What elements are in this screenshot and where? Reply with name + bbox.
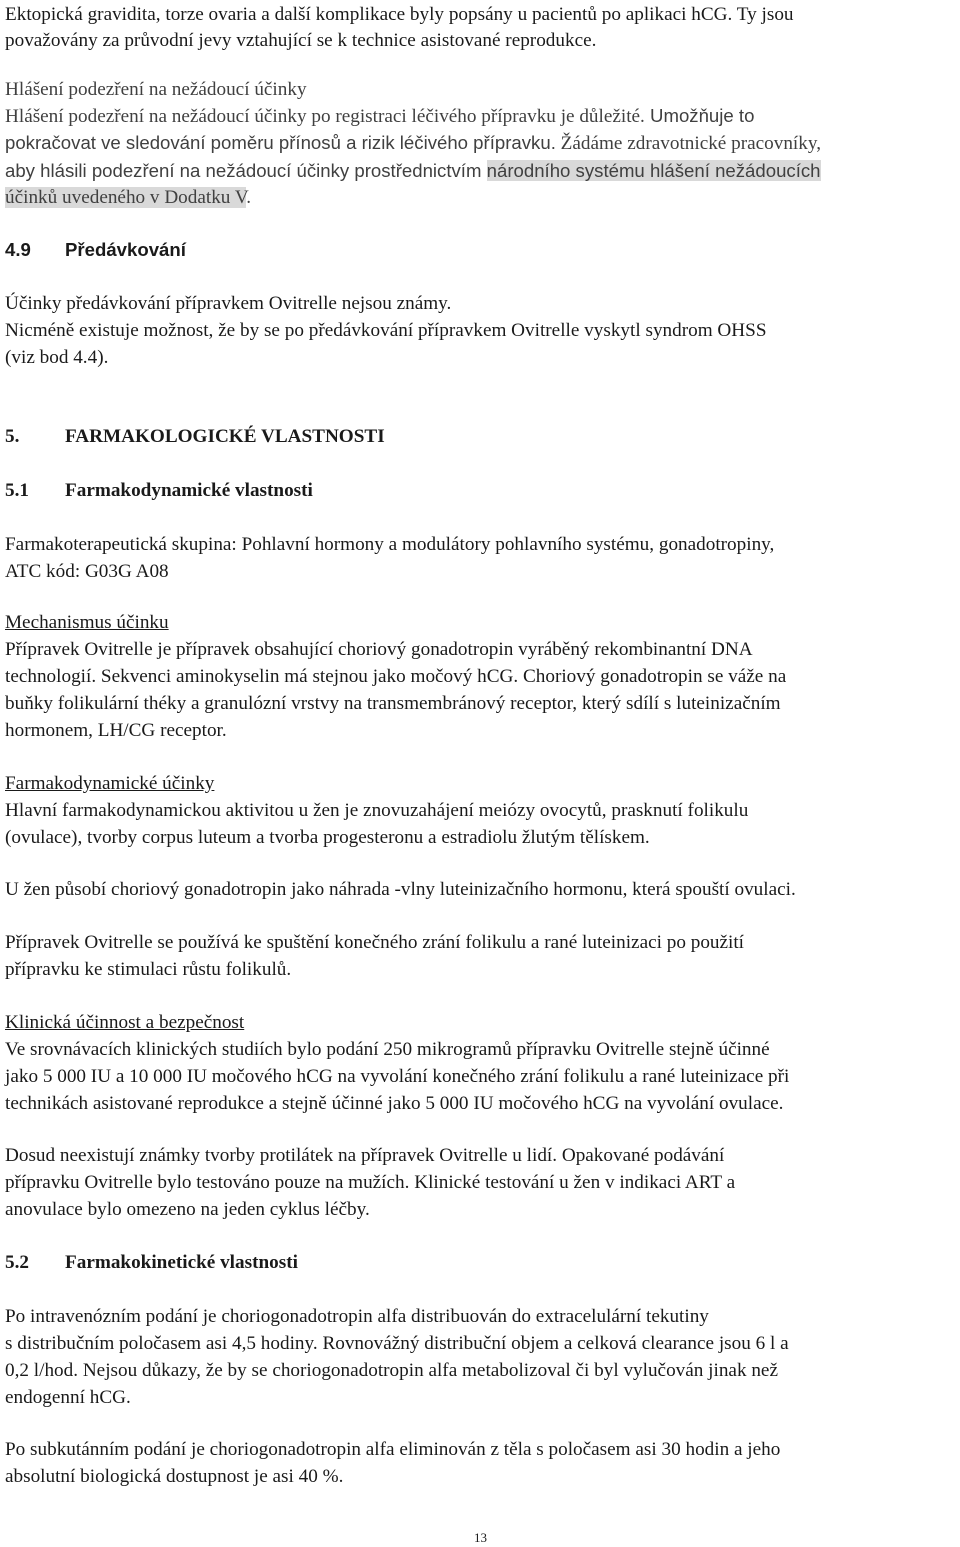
- overdose-line: (viz bod 4.4).: [5, 347, 109, 368]
- atc-code: ATC kód: G03G A08: [5, 561, 169, 582]
- clinical-efficacy-line: Ve srovnávacích klinických studiích bylo podání 250 mikrogramů přípravku Ovitrelle stejně účinné: [5, 1039, 770, 1060]
- clinical-efficacy-line: technikách asistované reprodukce a stejně účinné jako 5 000 IU močového hCG na vyvolání ovulace.: [5, 1093, 784, 1114]
- pharmacokinetic-line: Po intravenózním podání je choriogonadotropin alfa distribuován do extracelulární tekutiny: [5, 1306, 709, 1327]
- pharmacodynamic-line: U žen působí choriový gonadotropin jako náhrada -vlny luteinizačního hormonu, která spouští ovulaci.: [5, 879, 796, 900]
- section-title: Farmakokinetické vlastnosti: [65, 1252, 298, 1273]
- adverse-line: [5, 130, 821, 158]
- mechanism-line: buňky folikulární théky a granulózní vrstvy na transmembránový receptor, který sdílí s luteinizačním: [5, 693, 781, 714]
- overdose-line: Účinky předávkování přípravkem Ovitrelle nejsou známy.: [5, 293, 452, 314]
- intro-line: Ektopická gravidita, torze ovaria a další komplikace byly popsány u pacientů po aplikaci hCG. Ty jsou: [5, 4, 794, 25]
- adverse-text-sans: aby hlásili podezření na nežádoucí účinky prostřednictvím: [5, 160, 487, 181]
- section-title: Předávkování: [65, 239, 186, 260]
- section-title: FARMAKOLOGICKÉ VLASTNOSTI: [65, 426, 385, 447]
- mechanism-line: Přípravek Ovitrelle je přípravek obsahující choriový gonadotropin vyráběný rekombinantní DNA: [5, 639, 753, 660]
- national-system-link[interactable]: národního systému hlášení nežádoucích: [486, 160, 821, 181]
- pharmacodynamic-line: Přípravek Ovitrelle se používá ke spuštění konečného zrání folikulu a rané luteinizaci po použití: [5, 932, 745, 953]
- intro-line: považovány za průvodní jevy vztahující se k technice asistované reprodukce.: [5, 30, 597, 51]
- section-title: Farmakodynamické vlastnosti: [65, 480, 313, 501]
- clinical-efficacy-line: přípravku Ovitrelle bylo testováno pouze na mužích. Klinické testování u žen v indikaci ART a: [5, 1172, 736, 1193]
- pharmacodynamic-line: přípravku ke stimulaci růstu folikulů.: [5, 959, 292, 980]
- mechanism-heading: Mechanismus účinku: [5, 612, 169, 633]
- overdose-line: Nicméně existuje možnost, že by se po předávkování přípravkem Ovitrelle vyskytl syndrom OHSS: [5, 320, 767, 341]
- section-4-9-heading: [5, 237, 186, 264]
- adverse-text: Žádáme zdravotnické pracovníky,: [555, 133, 821, 154]
- page-number: 13: [474, 1530, 487, 1545]
- section-number: 5.2: [5, 1252, 29, 1273]
- section-number: 5.1: [5, 480, 29, 501]
- pharmacodynamic-line: (ovulace), tvorby corpus luteum a tvorba progesteronu a estradiolu žlutým tělískem.: [5, 827, 650, 848]
- adverse-heading: Hlášení podezření na nežádoucí účinky: [5, 79, 307, 100]
- pharmacodynamic-heading: Farmakodynamické účinky: [5, 773, 215, 794]
- adverse-line: [5, 103, 754, 131]
- adverse-text-sans: pokračovat ve sledování poměru přínosů a rizik léčivého přípravku.: [5, 132, 556, 153]
- section-5-1-heading: [5, 478, 313, 505]
- pharmacokinetic-line: Po subkutánním podání je choriogonadotropin alfa eliminován z těla s poločasem asi 30 hodin a jeho: [5, 1439, 781, 1460]
- pharmacokinetic-line: s distribučním poločasem asi 4,5 hodiny. Rovnovážný distribuční objem a celková clearance jsou 6 l a: [5, 1333, 789, 1354]
- section-5-heading: [5, 424, 385, 451]
- clinical-efficacy-line: Dosud neexistují známky tvorby protilátek na přípravek Ovitrelle u lidí. Opakované podávání: [5, 1145, 725, 1166]
- mechanism-line: technologií. Sekvenci aminokyselin má stejnou jako močový hCG. Choriový gonadotropin se váže na: [5, 666, 787, 687]
- appendix-v-link[interactable]: účinků uvedeného v Dodatku V: [5, 187, 247, 208]
- clinical-efficacy-line: jako 5 000 IU a 10 000 IU močového hCG na vyvolání konečného zrání folikulu a rané luteinizace při: [5, 1066, 790, 1087]
- adverse-line: [5, 185, 251, 212]
- section-5-2-heading: [5, 1250, 298, 1277]
- pharmacotherapeutic-group: Farmakoterapeutická skupina: Pohlavní hormony a modulátory pohlavního systému, gonadotropiny,: [5, 534, 775, 555]
- pharmacodynamic-line: Hlavní farmakodynamickou aktivitou u žen je znovuzahájení meiózy ovocytů, prasknutí folikulu: [5, 800, 749, 821]
- adverse-text: .: [246, 187, 252, 208]
- pharmacokinetic-line: 0,2 l/hod. Nejsou důkazy, že by se choriogonadotropin alfa metabolizoval či byl vylučován jinak než: [5, 1360, 778, 1381]
- adverse-line: [5, 158, 821, 185]
- pharmacokinetic-line: endogenní hCG.: [5, 1387, 131, 1408]
- clinical-efficacy-heading: Klinická účinnost a bezpečnost: [5, 1012, 245, 1033]
- section-number: 4.9: [5, 239, 31, 260]
- pharmacokinetic-line: absolutní biologická dostupnost je asi 40 %.: [5, 1466, 344, 1487]
- clinical-efficacy-line: anovulace bylo omezeno na jeden cyklus léčby.: [5, 1199, 370, 1220]
- section-number: 5.: [5, 426, 20, 447]
- adverse-text: Hlášení podezření na nežádoucí účinky po registraci léčivého přípravku je důležité.: [5, 106, 645, 127]
- mechanism-line: hormonem, LH/CG receptor.: [5, 720, 227, 741]
- adverse-text-sans: Umožňuje to: [644, 105, 755, 126]
